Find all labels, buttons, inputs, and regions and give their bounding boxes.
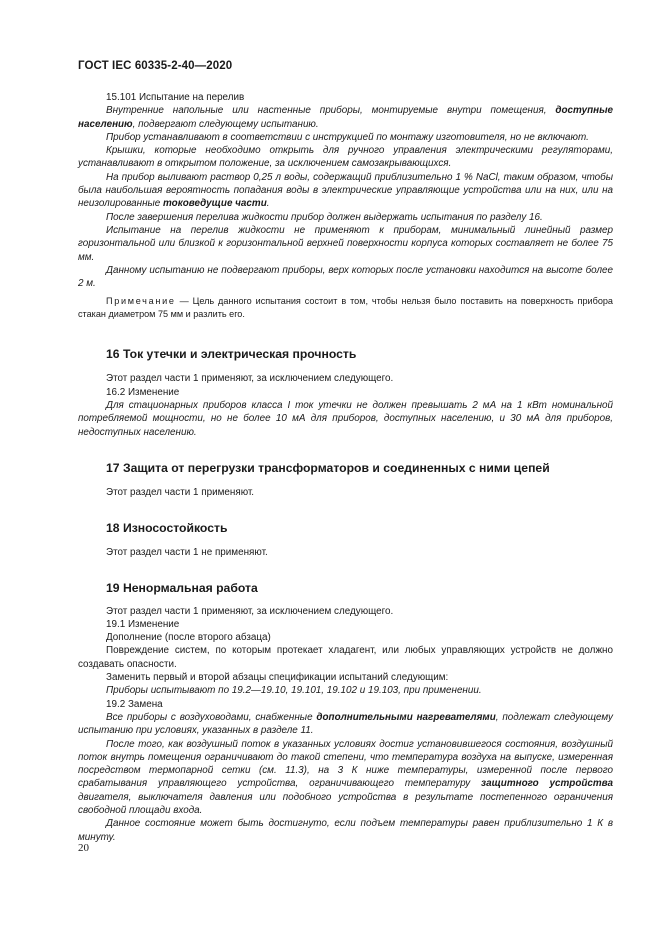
text-span: . bbox=[266, 198, 270, 210]
paragraph bbox=[78, 738, 613, 818]
paragraph bbox=[78, 104, 613, 131]
paragraph: Этот раздел части 1 применяют. bbox=[106, 486, 255, 498]
note-text: — Цель данного испытания состоит в том, чтобы нельзя было поставить на поверхность прибора стакан диаметром 75 мм и разлить его. bbox=[78, 296, 613, 319]
document-header: ГОСТ IEC 60335-2-40—2020 bbox=[78, 60, 233, 72]
paragraph: Повреждение систем, по которым протекает хладагент, или любых управляющих устройств не должно создавать опасности. bbox=[78, 645, 613, 670]
paragraph: Данное состояние может быть достигнуто, если подъем температуры равен приблизительно 1 К в минуту. bbox=[78, 818, 613, 843]
paragraph: Приборы испытывают по 19.2—19.10, 19.101, 19.102 и 19.103, при применении. bbox=[106, 685, 482, 697]
paragraph bbox=[78, 711, 613, 738]
section-heading-18: 18 Износостойкость bbox=[106, 521, 228, 536]
paragraph: После завершения перелива жидкости прибор должен выдержать испытания по разделу 16. bbox=[106, 211, 543, 223]
paragraph: Крышки, которые необходимо открыть для ручного управления электрическими регуляторами, устанавливают в открытом положение, за исключением самозакрывающихся. bbox=[78, 145, 613, 170]
subsection-heading-19-1: 19.1 Изменение bbox=[106, 618, 180, 630]
text-span: Внутренние напольные или настенные приборы, монтируемые внутри помещения, bbox=[106, 105, 556, 117]
section-heading-16: 16 Ток утечки и электрическая прочность bbox=[106, 347, 357, 362]
text-span: После того, как воздушный поток в указанных условиях достиг установившегося состояния, воздушный поток внутрь помещения ограничивают до такой степени, что температура воздуха на выпуске, измеренная посредством термопарной сетки (см. 11.3), на 3 К ниже температуры, измеренной после первого срабатывания управляющего устройства, ограничивающего температуру bbox=[78, 738, 613, 790]
paragraph: Этот раздел части 1 применяют, за исключением следующего. bbox=[106, 605, 394, 617]
defined-term: дополнительными нагревателями bbox=[316, 711, 496, 723]
section-heading-17: 17 Защита от перегрузки трансформаторов и соединенных с ними цепей bbox=[106, 460, 550, 475]
paragraph: Данному испытанию не подвергают приборы, верх которых после установки находится на высоте более 2 м. bbox=[78, 264, 613, 290]
paragraph: Прибор устанавливают в соответствии с инструкцией по монтажу изготовителя, но не включают. bbox=[106, 131, 589, 143]
page-number: 20 bbox=[78, 842, 89, 854]
page-content bbox=[78, 91, 613, 844]
text-span: На прибор выливают раствор 0,25 л воды, содержащий приблизительно 1 % NaCl, таким образом, чтобы была наибольшая вероятность попадания воды в электрические управляющие устройства или на них, или на неизолированные bbox=[78, 171, 613, 210]
paragraph: Этот раздел части 1 применяют, за исключением следующего. bbox=[106, 373, 394, 385]
paragraph: Испытание на перелив жидкости не применяют к приборам, минимальный линейный размер горизонтальной или близкой к горизонтальной верхней поверхности корпуса которых составляет не более 75 мм. bbox=[78, 224, 613, 263]
text-span: , подвергают следующему испытанию. bbox=[132, 118, 319, 130]
defined-term: доступные населению bbox=[78, 105, 613, 130]
note-label: Примечание bbox=[106, 296, 176, 307]
defined-term: токоведущие части bbox=[163, 198, 267, 210]
subsection-heading-15-101: 15.101 Испытание на перелив bbox=[106, 92, 245, 103]
paragraph: Заменить первый и второй абзацы спецификации испытаний следующим: bbox=[106, 672, 449, 684]
paragraph: Для стационарных приборов класса I ток утечки не должен превышать 2 мА на 1 кВт номинальной потребляемой мощности, но не более 10 мА для приборов, доступных населению, и 30 мА для приборов, недоступных населению. bbox=[78, 400, 613, 438]
text-span: Все приборы с воздуховодами, снабженные bbox=[106, 711, 317, 723]
paragraph: Этот раздел части 1 не применяют. bbox=[106, 547, 268, 559]
paragraph bbox=[78, 171, 613, 211]
section-heading-19: 19 Ненормальная работа bbox=[106, 580, 258, 595]
text-span: двигателя, выключателя давления или подобного устройства в результате постепенного ограничения свободной площади входа. bbox=[78, 791, 613, 816]
subsection-heading-16-2: 16.2 Изменение bbox=[106, 386, 180, 398]
note bbox=[78, 295, 613, 320]
paragraph: Дополнение (после второго абзаца) bbox=[106, 632, 271, 644]
subsection-heading-19-2: 19.2 Замена bbox=[106, 698, 163, 710]
defined-term: защитного устройства bbox=[481, 778, 614, 790]
text-span: , подлежат следующему испытанию при условиях, указанных в разделе 11. bbox=[78, 711, 613, 737]
